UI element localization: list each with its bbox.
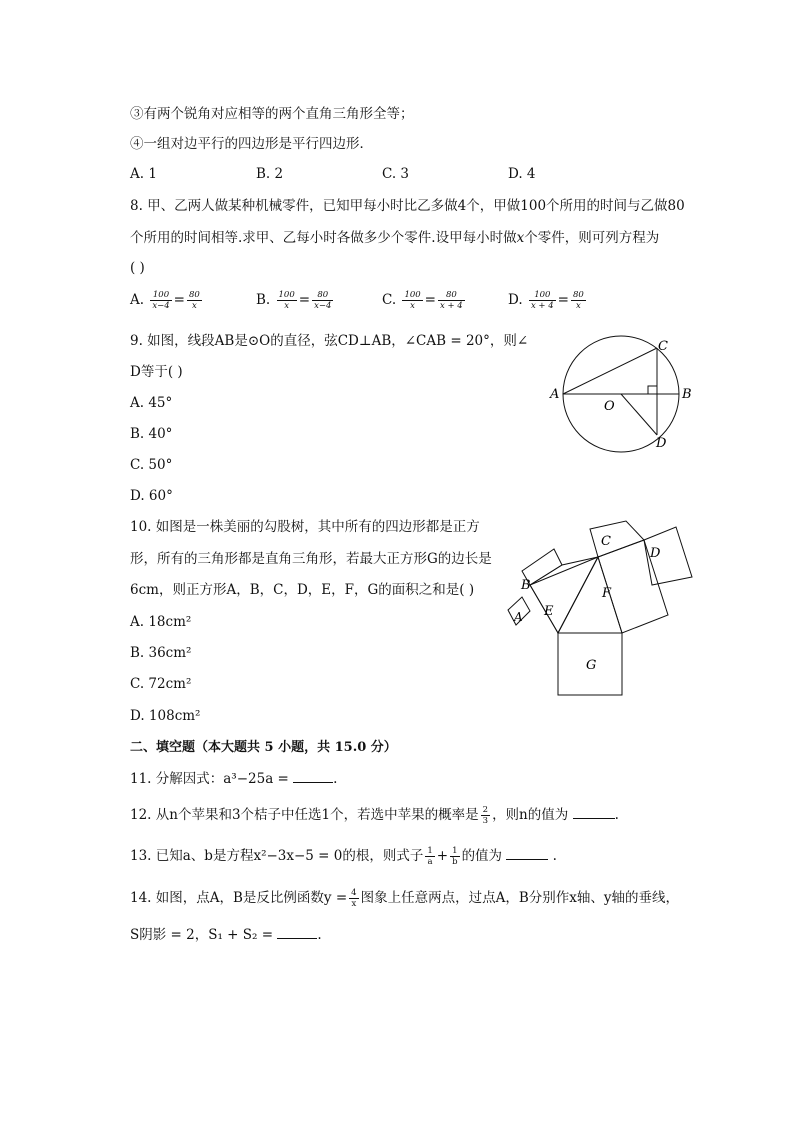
q10-pythagoras-tree-figure (500, 515, 700, 700)
label-g: G (586, 658, 597, 673)
q13-f1-den: a (427, 857, 433, 867)
q13-answer-blank[interactable] (506, 847, 548, 860)
q8-option-c[interactable]: C. $\frac{100}{x}$ = $\frac{80}{x + 4}$ (382, 290, 463, 311)
q11-period: . (333, 771, 338, 787)
q9-option-a[interactable]: A. 45° (130, 395, 173, 411)
q7-option-d[interactable]: D. 4 (508, 166, 536, 182)
q14-text: 14. 如图，点A，B是反比例函数y = (130, 890, 348, 906)
label-d: D (656, 436, 667, 451)
q8-d-left-num: 100 (529, 290, 556, 301)
q8-a-left-num: 100 (150, 290, 171, 301)
q8-d-left-fraction (529, 290, 556, 311)
label-b: B (682, 387, 692, 402)
label-d: D (650, 546, 661, 561)
chord-ac (563, 348, 657, 394)
label-f: F (602, 586, 612, 601)
square-c (590, 521, 644, 557)
section-2-heading: 二、填空题（本大题共 5 小题，共 15.0 分） (130, 740, 397, 755)
q13-f1-num: 1 (427, 846, 433, 856)
q12-period: . (614, 807, 619, 823)
q7-option-b[interactable]: B. 2 (256, 166, 284, 182)
q12 (130, 805, 619, 826)
radius-od (621, 394, 657, 435)
q11-answer-blank[interactable] (293, 770, 333, 783)
label-b: B (521, 578, 531, 593)
statement-4: ④一组对边平行的四边形是平行四边形． (130, 136, 373, 152)
label-c: C (658, 339, 668, 354)
q8-line-2b: 个零件，则可列方程为 (524, 230, 660, 246)
q8-line-1: 8. 甲、乙两人做某种机械零件，已知甲每小时比乙多做4个，甲做100个所用的时间与乙做80 (130, 198, 685, 214)
q10-option-a[interactable]: A. 18cm² (130, 614, 192, 630)
q11-text: 11. 分解因式：a³−25a = (130, 771, 289, 787)
q10-option-d[interactable]: D. 108cm² (130, 708, 201, 724)
q9-option-b[interactable]: B. 40° (130, 426, 173, 442)
q8-option-a[interactable]: A. $\frac{100}{x-4}$ = $\frac{80}{x}$ (130, 290, 200, 311)
q8-option-d-label: D. (508, 292, 523, 308)
q8-d-left-den: x + 4 (530, 301, 554, 311)
q13-f2-den: b (452, 857, 458, 867)
q12-text-2: ，则n的值为 (492, 807, 569, 823)
q10-option-c[interactable]: C. 72cm² (130, 676, 192, 692)
q8-variable: x (516, 230, 525, 246)
q8-a-left-fraction (150, 290, 171, 311)
q10-line-1: 10. 如图是一株美丽的勾股树，其中所有的四边形都是正方 (130, 519, 480, 535)
q14-answer-blank[interactable] (277, 926, 317, 939)
q8-paren: ( ) (130, 260, 145, 276)
q8-a-right-num: 80 (188, 290, 200, 300)
q9-line-1: 9. 如图，线段AB是⊙O的直径，弦CD⊥AB，∠CAB = 20°，则∠ (130, 333, 529, 349)
q12-text: 12. 从n个苹果和3个桔子中任选1个，若选中苹果的概率是 (130, 807, 479, 823)
q7-option-a[interactable]: A. 1 (130, 166, 157, 182)
q8-option-b-label: B. (256, 292, 271, 308)
q14-text-2: 图象上任意两点，过点A，B分别作x轴、y轴的垂线， (360, 890, 680, 906)
q8-c-right-fraction (438, 290, 465, 311)
q14-line-2 (130, 925, 322, 945)
q13-fraction-1 (425, 846, 434, 867)
q8-b-right-num: 80 (312, 290, 333, 301)
q8-option-a-label: A. (130, 292, 145, 308)
q9-option-c[interactable]: C. 50° (130, 457, 173, 473)
q9-line-2: D等于( ) (130, 364, 183, 380)
q9-circle-figure (540, 330, 700, 455)
q8-b-left-fraction (277, 290, 297, 311)
q8-line-2 (130, 228, 659, 248)
right-angle-mark (648, 386, 657, 394)
q8-option-c-label: C. (382, 292, 397, 308)
q12-fraction (481, 805, 490, 826)
q8-b-right-den: x−4 (314, 301, 332, 311)
q10-option-b[interactable]: B. 36cm² (130, 645, 192, 661)
q9-option-d[interactable]: D. 60° (130, 488, 173, 504)
q8-a-right-den: x (192, 301, 197, 311)
q13 (130, 846, 557, 867)
label-a: A (550, 387, 560, 402)
q8-c-left-num: 100 (404, 290, 421, 300)
q8-option-b[interactable]: B. $\frac{100}{x}$ = $\frac{80}{x-4}$ (256, 290, 332, 311)
q10-line-3: 6cm，则正方形A，B，C，D，E，F，G的面积之和是( ) (130, 582, 475, 598)
q14-fraction (349, 888, 358, 909)
label-c: C (601, 534, 611, 549)
q14-den: x (351, 899, 357, 909)
statement-3: ③有两个锐角对应相等的两个直角三角形全等； (130, 106, 414, 122)
square-e (530, 557, 598, 633)
q8-c-right-num: 80 (438, 290, 465, 301)
q12-den: 3 (482, 816, 489, 826)
label-a: A (514, 610, 523, 624)
q13-fraction-2 (450, 846, 459, 867)
q14-period: . (317, 927, 322, 943)
q13-f2-num: 1 (450, 846, 459, 857)
q8-d-right-den: x (576, 301, 581, 311)
q13-plus: + (436, 848, 449, 864)
q8-b-left-den: x (284, 301, 290, 311)
q8-c-left-den: x (410, 301, 415, 311)
q8-b-right-fraction (312, 290, 333, 311)
triangle-base (558, 557, 622, 633)
q7-option-c[interactable]: C. 3 (382, 166, 410, 182)
q13-period: . (552, 848, 557, 864)
q8-line-2a: 个所用的时间相等.求甲、乙每小时各做多少个零件.设甲每小时做 (130, 230, 517, 246)
label-o: O (604, 399, 615, 414)
q8-d-right-fraction (571, 290, 586, 311)
q8-option-d[interactable]: D. $\frac{100}{x + 4}$ = $\frac{80}{x}$ (508, 290, 584, 311)
q8-a-right-fraction (187, 290, 202, 311)
q13-text: 13. 已知a、b是方程x²−3x−5 = 0的根，则式子 (130, 848, 424, 864)
label-e: E (544, 604, 554, 619)
q8-b-left-num: 100 (278, 290, 295, 300)
q13-text-2: 的值为 (461, 848, 503, 864)
q8-c-left-fraction (402, 290, 422, 311)
q12-num: 2 (482, 805, 489, 815)
q8-d-right-num: 80 (572, 290, 584, 300)
q14-text-3: S阴影 = 2，S₁ + S₂ = (130, 927, 274, 943)
q8-c-right-den: x + 4 (439, 301, 463, 311)
q11 (130, 769, 337, 789)
q8-a-left-den: x−4 (152, 301, 170, 311)
q12-answer-blank[interactable] (573, 806, 615, 819)
q10-line-2: 形，所有的三角形都是直角三角形，若最大正方形G的边长是 (130, 551, 492, 567)
q14-num: 4 (351, 888, 357, 898)
q14-line-1 (130, 888, 679, 909)
